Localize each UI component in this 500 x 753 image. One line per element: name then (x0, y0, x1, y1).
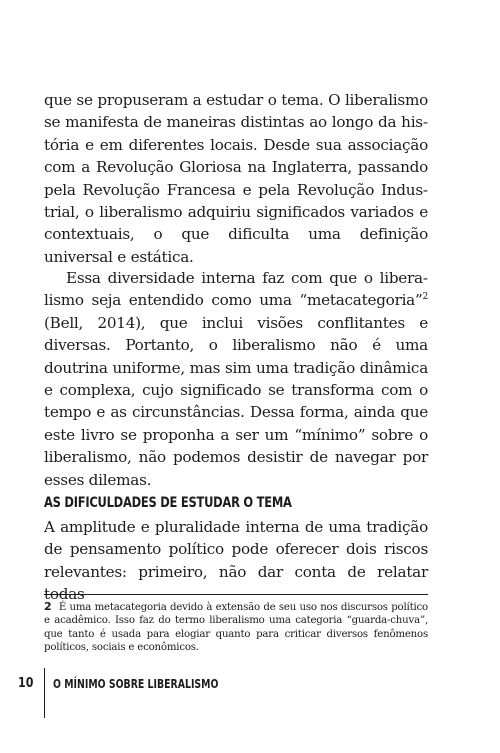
running-head: O MÍNIMO SOBRE LIBERALISMO (53, 677, 219, 691)
paragraph-2 (44, 267, 428, 491)
paragraph-1-text: que se propuseram a estudar o tema. O liberalismo se manifesta de maneiras distintas ao longo da história e em diferentes locais. Desde sua associação com a Revolução Gloriosa na Inglaterra, passando pela Revolução Francesa e pela Revolução Industrial, o liberalismo adquiriu significados variados e contextuais, o que dificulta uma definição universal e estática. (44, 91, 428, 266)
section-heading: AS DIFICULDADES DE ESTUDAR O TEMA (44, 495, 292, 511)
paragraph-1 (44, 89, 428, 268)
paragraph-3-text: A amplitude e pluralidade interna de uma tradição de pensamento político pode oferecer dois riscos relevantes: primeiro, não dar conta de relatar todas (44, 518, 428, 604)
footnote-divider (44, 594, 428, 595)
footnote-number: 2 (44, 600, 52, 613)
page-number: 10 (18, 676, 34, 691)
footnote-text: É uma metacategoria devido à extensão de seu uso nos discursos político e acadêmico. Isso faz do termo liberalismo uma categoria “guarda-chuva”, que tanto é usada para elogiar quanto para criticar diversos fenômenos políticos, sociais e econômicos. (44, 602, 428, 654)
paragraph-2-text (44, 267, 428, 491)
footnote-reference: 2 (422, 292, 428, 303)
paragraph-3 (44, 516, 428, 606)
footer-divider (44, 668, 45, 718)
paragraph-2-text-start: Essa diversidade interna faz com que o liberalismo seja entendido como uma “metacategoria” (44, 269, 428, 310)
paragraph-2-text-end: (Bell, 2014), que inclui visões conflitantes e diversas. Portanto, o liberalismo não é uma doutrina uniforme, mas sim uma tradição dinâmica e complexa, cujo significado se transforma com o tempo e as circunstâncias. Dessa forma, ainda que este livro se proponha a ser um “mínimo” sobre o liberalismo, não podemos desistir de navegar por esses dilemas. (44, 313, 428, 489)
footnote (44, 600, 428, 655)
